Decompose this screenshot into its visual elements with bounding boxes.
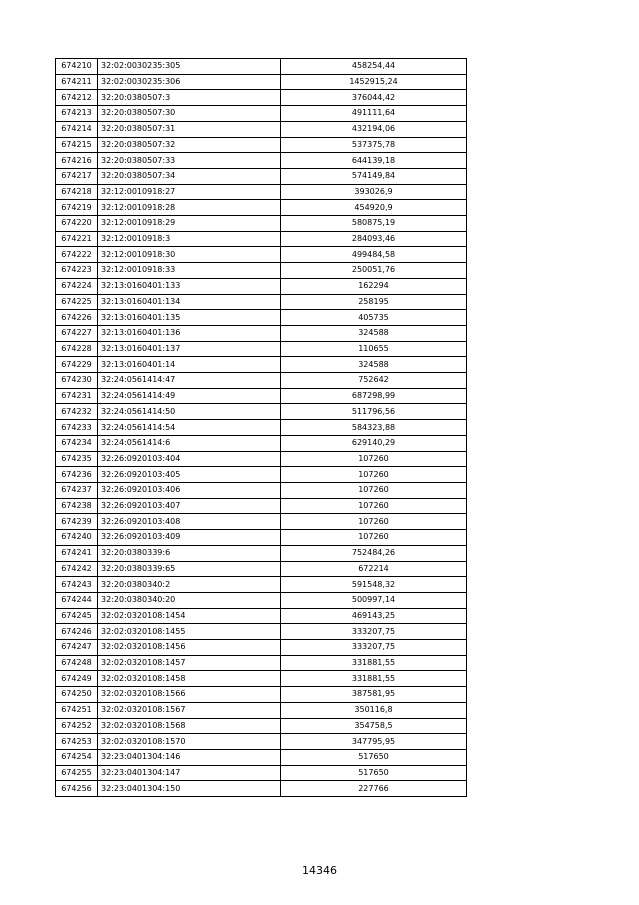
table-row (56, 373, 467, 389)
value-cell: 517650 (281, 765, 467, 781)
value-cell: 162294 (281, 278, 467, 294)
value-cell: 258195 (281, 294, 467, 310)
cadastral-number-cell: 32:02:0030235:306 (98, 74, 281, 90)
table-row (56, 655, 467, 671)
value-cell: 107260 (281, 514, 467, 530)
data-table (55, 58, 467, 797)
value-cell: 333207,75 (281, 640, 467, 656)
table-row (56, 263, 467, 279)
row-id-cell: 674219 (56, 200, 98, 216)
cadastral-number-cell: 32:02:0320108:1566 (98, 687, 281, 703)
table-body (56, 59, 467, 797)
cadastral-number-cell: 32:13:0160401:133 (98, 278, 281, 294)
value-cell: 454920,9 (281, 200, 467, 216)
cadastral-number-cell: 32:12:0010918:33 (98, 263, 281, 279)
table-row (56, 435, 467, 451)
cadastral-number-cell: 32:20:0380507:31 (98, 121, 281, 137)
cadastral-number-cell: 32:13:0160401:14 (98, 357, 281, 373)
value-cell: 644139,18 (281, 153, 467, 169)
value-cell: 354758,5 (281, 718, 467, 734)
cadastral-number-cell: 32:23:0401304:147 (98, 765, 281, 781)
cadastral-number-cell: 32:26:0920103:407 (98, 498, 281, 514)
row-id-cell: 674221 (56, 231, 98, 247)
row-id-cell: 674237 (56, 482, 98, 498)
row-id-cell: 674228 (56, 341, 98, 357)
row-id-cell: 674232 (56, 404, 98, 420)
row-id-cell: 674215 (56, 137, 98, 153)
table-row (56, 545, 467, 561)
table-row (56, 482, 467, 498)
table-row (56, 671, 467, 687)
row-id-cell: 674239 (56, 514, 98, 530)
cadastral-number-cell: 32:13:0160401:134 (98, 294, 281, 310)
value-cell: 591548,32 (281, 577, 467, 593)
row-id-cell: 674211 (56, 74, 98, 90)
value-cell: 376044,42 (281, 90, 467, 106)
table-row (56, 577, 467, 593)
cadastral-number-cell: 32:02:0320108:1457 (98, 655, 281, 671)
cadastral-number-cell: 32:20:0380507:34 (98, 168, 281, 184)
row-id-cell: 674252 (56, 718, 98, 734)
cadastral-number-cell: 32:02:0320108:1567 (98, 702, 281, 718)
table-row (56, 420, 467, 436)
table-row (56, 467, 467, 483)
table-row (56, 530, 467, 546)
row-id-cell: 674242 (56, 561, 98, 577)
value-cell: 511796,56 (281, 404, 467, 420)
cadastral-number-cell: 32:23:0401304:146 (98, 749, 281, 765)
value-cell: 227766 (281, 781, 467, 797)
value-cell: 580875,19 (281, 216, 467, 232)
row-id-cell: 674231 (56, 388, 98, 404)
table-row (56, 278, 467, 294)
cadastral-number-cell: 32:23:0401304:150 (98, 781, 281, 797)
value-cell: 324588 (281, 325, 467, 341)
row-id-cell: 674255 (56, 765, 98, 781)
row-id-cell: 674226 (56, 310, 98, 326)
cadastral-number-cell: 32:20:0380507:30 (98, 106, 281, 122)
table-row (56, 498, 467, 514)
cadastral-number-cell: 32:26:0920103:405 (98, 467, 281, 483)
cadastral-number-cell: 32:26:0920103:404 (98, 451, 281, 467)
cadastral-number-cell: 32:02:0320108:1458 (98, 671, 281, 687)
cadastral-number-cell: 32:26:0920103:409 (98, 530, 281, 546)
value-cell: 331881,55 (281, 655, 467, 671)
cadastral-number-cell: 32:02:0320108:1456 (98, 640, 281, 656)
row-id-cell: 674214 (56, 121, 98, 137)
table-row (56, 404, 467, 420)
value-cell: 629140,29 (281, 435, 467, 451)
cadastral-number-cell: 32:12:0010918:30 (98, 247, 281, 263)
row-id-cell: 674222 (56, 247, 98, 263)
table-row (56, 388, 467, 404)
row-id-cell: 674212 (56, 90, 98, 106)
value-cell: 517650 (281, 749, 467, 765)
table-row (56, 137, 467, 153)
table-row (56, 153, 467, 169)
row-id-cell: 674240 (56, 530, 98, 546)
value-cell: 574149,84 (281, 168, 467, 184)
value-cell: 110655 (281, 341, 467, 357)
row-id-cell: 674233 (56, 420, 98, 436)
table-row (56, 640, 467, 656)
cadastral-number-cell: 32:26:0920103:408 (98, 514, 281, 530)
row-id-cell: 674224 (56, 278, 98, 294)
cadastral-number-cell: 32:02:0030235:305 (98, 59, 281, 75)
value-cell: 752484,26 (281, 545, 467, 561)
value-cell: 687298,99 (281, 388, 467, 404)
table-row (56, 514, 467, 530)
value-cell: 331881,55 (281, 671, 467, 687)
table-row (56, 106, 467, 122)
value-cell: 752642 (281, 373, 467, 389)
row-id-cell: 674247 (56, 640, 98, 656)
value-cell: 284093,46 (281, 231, 467, 247)
value-cell: 393026,9 (281, 184, 467, 200)
value-cell: 458254,44 (281, 59, 467, 75)
row-id-cell: 674243 (56, 577, 98, 593)
row-id-cell: 674256 (56, 781, 98, 797)
row-id-cell: 674236 (56, 467, 98, 483)
value-cell: 584323,88 (281, 420, 467, 436)
row-id-cell: 674244 (56, 592, 98, 608)
table-row (56, 718, 467, 734)
cadastral-number-cell: 32:02:0320108:1455 (98, 624, 281, 640)
row-id-cell: 674218 (56, 184, 98, 200)
value-cell: 107260 (281, 451, 467, 467)
row-id-cell: 674230 (56, 373, 98, 389)
cadastral-number-cell: 32:20:0380339:65 (98, 561, 281, 577)
table-row (56, 624, 467, 640)
cadastral-number-cell: 32:20:0380339:6 (98, 545, 281, 561)
cadastral-number-cell: 32:20:0380507:32 (98, 137, 281, 153)
table-row (56, 325, 467, 341)
table-row (56, 561, 467, 577)
value-cell: 1452915,24 (281, 74, 467, 90)
row-id-cell: 674225 (56, 294, 98, 310)
table-row (56, 357, 467, 373)
cadastral-number-cell: 32:24:0561414:47 (98, 373, 281, 389)
row-id-cell: 674246 (56, 624, 98, 640)
table-row (56, 608, 467, 624)
table-row (56, 231, 467, 247)
table-row (56, 90, 467, 106)
table-row (56, 294, 467, 310)
table-row (56, 781, 467, 797)
value-cell: 491111,64 (281, 106, 467, 122)
row-id-cell: 674210 (56, 59, 98, 75)
value-cell: 387581,95 (281, 687, 467, 703)
value-cell: 500997,14 (281, 592, 467, 608)
row-id-cell: 674235 (56, 451, 98, 467)
value-cell: 333207,75 (281, 624, 467, 640)
row-id-cell: 674248 (56, 655, 98, 671)
cadastral-number-cell: 32:13:0160401:135 (98, 310, 281, 326)
value-cell: 324588 (281, 357, 467, 373)
row-id-cell: 674241 (56, 545, 98, 561)
row-id-cell: 674234 (56, 435, 98, 451)
table-row (56, 451, 467, 467)
row-id-cell: 674217 (56, 168, 98, 184)
row-id-cell: 674254 (56, 749, 98, 765)
value-cell: 469143,25 (281, 608, 467, 624)
table-row (56, 200, 467, 216)
row-id-cell: 674213 (56, 106, 98, 122)
cadastral-number-cell: 32:12:0010918:28 (98, 200, 281, 216)
value-cell: 405735 (281, 310, 467, 326)
table-row (56, 216, 467, 232)
value-cell: 499484,58 (281, 247, 467, 263)
cadastral-number-cell: 32:12:0010918:27 (98, 184, 281, 200)
table-row (56, 168, 467, 184)
cadastral-number-cell: 32:20:0380340:20 (98, 592, 281, 608)
page-number: 14346 (302, 864, 337, 877)
cadastral-number-cell: 32:20:0380340:2 (98, 577, 281, 593)
cadastral-number-cell: 32:02:0320108:1568 (98, 718, 281, 734)
value-cell: 672214 (281, 561, 467, 577)
cadastral-number-cell: 32:12:0010918:29 (98, 216, 281, 232)
cadastral-number-cell: 32:02:0320108:1454 (98, 608, 281, 624)
table-row (56, 184, 467, 200)
table-row (56, 749, 467, 765)
row-id-cell: 674245 (56, 608, 98, 624)
cadastral-number-cell: 32:20:0380507:33 (98, 153, 281, 169)
row-id-cell: 674227 (56, 325, 98, 341)
row-id-cell: 674220 (56, 216, 98, 232)
cadastral-number-cell: 32:24:0561414:6 (98, 435, 281, 451)
cadastral-number-cell: 32:13:0160401:137 (98, 341, 281, 357)
value-cell: 350116,8 (281, 702, 467, 718)
value-cell: 107260 (281, 498, 467, 514)
row-id-cell: 674216 (56, 153, 98, 169)
table-row (56, 247, 467, 263)
table-row (56, 687, 467, 703)
table-row (56, 734, 467, 750)
value-cell: 250051,76 (281, 263, 467, 279)
value-cell: 107260 (281, 467, 467, 483)
table-row (56, 341, 467, 357)
cadastral-number-cell: 32:02:0320108:1570 (98, 734, 281, 750)
value-cell: 107260 (281, 482, 467, 498)
value-cell: 537375,78 (281, 137, 467, 153)
table-row (56, 310, 467, 326)
table-row (56, 765, 467, 781)
row-id-cell: 674251 (56, 702, 98, 718)
table-row (56, 74, 467, 90)
cadastral-number-cell: 32:24:0561414:49 (98, 388, 281, 404)
cadastral-number-cell: 32:13:0160401:136 (98, 325, 281, 341)
row-id-cell: 674253 (56, 734, 98, 750)
table-row (56, 702, 467, 718)
table-row (56, 592, 467, 608)
row-id-cell: 674250 (56, 687, 98, 703)
cadastral-number-cell: 32:20:0380507:3 (98, 90, 281, 106)
row-id-cell: 674223 (56, 263, 98, 279)
table-row (56, 59, 467, 75)
cadastral-number-cell: 32:24:0561414:54 (98, 420, 281, 436)
table-row (56, 121, 467, 137)
cadastral-number-cell: 32:12:0010918:3 (98, 231, 281, 247)
value-cell: 347795,95 (281, 734, 467, 750)
row-id-cell: 674249 (56, 671, 98, 687)
row-id-cell: 674229 (56, 357, 98, 373)
value-cell: 432194,06 (281, 121, 467, 137)
cadastral-number-cell: 32:24:0561414:50 (98, 404, 281, 420)
row-id-cell: 674238 (56, 498, 98, 514)
cadastral-number-cell: 32:26:0920103:406 (98, 482, 281, 498)
value-cell: 107260 (281, 530, 467, 546)
